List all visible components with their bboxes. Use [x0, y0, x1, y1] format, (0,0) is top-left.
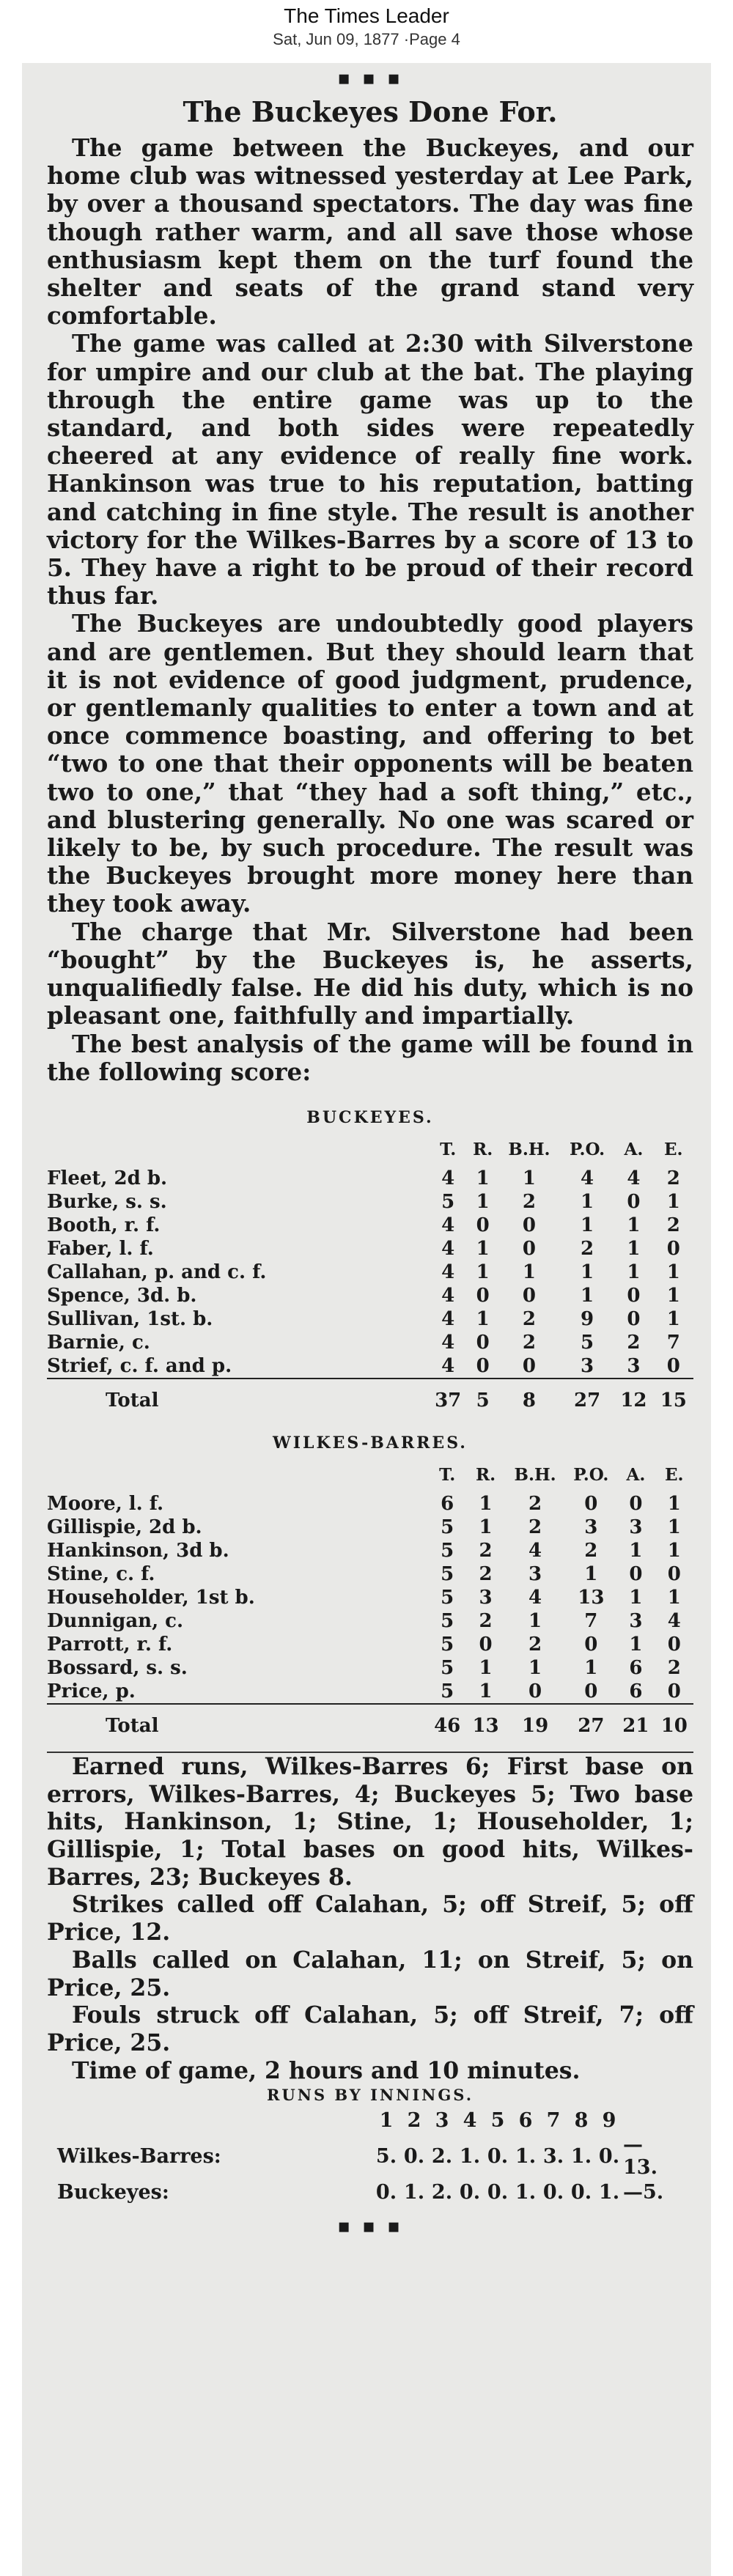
inning-number: 1 [379, 2108, 394, 2132]
stat-cell: 1 [584, 1656, 598, 1679]
stat-cell: 1 [581, 1261, 594, 1283]
stat-cell: 0 [584, 1492, 598, 1515]
stat-cell: 4 [581, 1167, 594, 1189]
stat-cell: 4 [441, 1331, 455, 1354]
buckeyes-rows [47, 1167, 693, 1379]
article-paragraph: The best analysis of the game will be found in the following score: [47, 1029, 693, 1086]
inning-runs: 0. [598, 2144, 620, 2168]
stat-cell: 2 [528, 1492, 542, 1515]
inning-runs: 2. [431, 2180, 453, 2204]
player-row [47, 1609, 693, 1633]
inning-runs: 0. [542, 2180, 564, 2204]
stat-cell: 5 [441, 1586, 454, 1609]
newspaper-clipping [22, 63, 711, 2576]
player-row [47, 1214, 693, 1237]
article-title: The Buckeyes Done For. [183, 95, 558, 128]
wilkes-barres-total-row [47, 1704, 693, 1747]
article-body [47, 134, 693, 1086]
total-cell: 19 [505, 1704, 566, 1747]
player-name: Sullivan, 1st. b. [47, 1307, 213, 1330]
player-row [47, 1656, 693, 1680]
inning-runs: 1. [403, 2180, 425, 2204]
total-cell: 10 [655, 1704, 693, 1747]
total-cell: 21 [616, 1704, 655, 1747]
inning-number: 6 [518, 2108, 533, 2132]
total-label: Total [47, 1704, 428, 1747]
stat-cell: 5 [441, 1656, 454, 1679]
stat-cell: 3 [581, 1354, 594, 1377]
stat-cell: 0 [629, 1562, 643, 1585]
stat-cell: 1 [479, 1656, 493, 1679]
stat-cell: 5 [441, 1633, 454, 1656]
stat-cell: 3 [627, 1354, 641, 1377]
stat-cell: 0 [476, 1354, 490, 1377]
player-name: Fleet, 2d b. [47, 1167, 168, 1189]
stat-cell: 3 [629, 1516, 643, 1538]
stat-cell: 0 [667, 1680, 681, 1702]
total-cell: 46 [428, 1704, 466, 1747]
stat-cell: 5 [441, 1562, 454, 1585]
player-name: Price, p. [47, 1680, 136, 1702]
total-label: Total [47, 1379, 428, 1422]
stat-cell: 3 [528, 1562, 542, 1585]
player-name: Dunnigan, c. [47, 1609, 184, 1632]
player-row [47, 1307, 693, 1331]
stat-cell: 1 [476, 1167, 490, 1189]
stat-cell: 7 [584, 1609, 598, 1632]
column-header: P.O. [569, 1140, 605, 1160]
player-name: Barnie, c. [47, 1331, 150, 1354]
stat-cell: 1 [522, 1167, 537, 1189]
stat-cell: 4 [441, 1167, 455, 1189]
stat-cell: 1 [479, 1680, 493, 1702]
stat-cell: 1 [629, 1633, 643, 1656]
stat-cell: 1 [666, 1284, 680, 1307]
player-name: Burke, s. s. [47, 1190, 167, 1213]
stat-cell: 1 [666, 1261, 680, 1283]
column-header: R. [473, 1140, 493, 1160]
stat-cell: 3 [479, 1586, 493, 1609]
stat-cell: 2 [522, 1307, 537, 1330]
article-paragraph: The Buckeyes are undoubtedly good players and are gentlemen. But they should learn that it is not evidence of good judgment, prudence, or gentlemanly qualities to enter a town and at once commence boasting, and offering to bet “two to one that their opponents will be beaten two to one,” that “they had a soft thing,” etc., and blustering generally. No one was scared or likely to be, by such procedure. The result was the Buckeyes brought more money here than they took away. [47, 609, 693, 918]
summary-paragraph: Time of game, 2 hours and 10 minutes. [72, 2056, 581, 2084]
stat-cell: 1 [476, 1307, 490, 1330]
stat-cell: 3 [584, 1516, 598, 1538]
stat-cell: 1 [629, 1539, 643, 1562]
stat-cell: 1 [479, 1516, 493, 1538]
inning-runs: 0. [487, 2144, 509, 2168]
stat-cell: 4 [441, 1284, 455, 1307]
buckeyes-total-row [47, 1379, 693, 1422]
game-summary [47, 1753, 693, 2084]
date-page-line: Sat, Jun 09, 1877 ·Page 4 [273, 30, 460, 48]
column-header: B.H. [508, 1140, 550, 1160]
name-column-header [47, 1458, 428, 1492]
stat-cell: 2 [479, 1562, 493, 1585]
player-row [47, 1562, 693, 1586]
stat-cell: 0 [522, 1214, 537, 1236]
column-header: A. [626, 1465, 646, 1486]
stat-cell: 0 [522, 1354, 537, 1377]
player-name: Parrott, r. f. [47, 1633, 173, 1656]
player-row [47, 1516, 693, 1539]
summary-paragraph: Balls called on Calahan, 11; on Streif, 5; on Price, 25. [47, 1946, 693, 2001]
innings-body [47, 2107, 674, 2205]
player-name: Booth, r. f. [47, 1214, 161, 1236]
player-name: Moore, l. f. [47, 1492, 164, 1515]
inning-number: 9 [602, 2108, 616, 2132]
stat-cell: 2 [667, 1656, 681, 1679]
total-cell: 8 [498, 1379, 561, 1422]
buckeyes-heading: BUCKEYES. [306, 1107, 434, 1127]
stat-cell: 0 [479, 1633, 493, 1656]
column-header: E. [665, 1465, 684, 1486]
total-cell: 37 [428, 1379, 468, 1422]
stat-cell: 0 [528, 1680, 542, 1702]
stat-cell: 1 [581, 1190, 594, 1213]
player-name: Bossard, s. s. [47, 1656, 188, 1679]
clipping-header [0, 0, 733, 63]
final-score: —5. [623, 2180, 664, 2204]
stat-cell: 1 [627, 1237, 641, 1260]
name-column-header [47, 1133, 428, 1167]
runs-by-innings-table [47, 2107, 674, 2205]
stat-cell: 5 [441, 1539, 454, 1562]
stat-cell: 7 [666, 1331, 680, 1354]
wilkes-barres-rows [47, 1492, 693, 1704]
stat-cell: 6 [629, 1656, 643, 1679]
stat-cell: 4 [441, 1237, 455, 1260]
stat-cell: 5 [441, 1190, 455, 1213]
total-cell: 15 [654, 1379, 693, 1422]
stat-cell: 5 [441, 1609, 454, 1632]
inning-runs: 5. [375, 2144, 397, 2168]
inning-number: 2 [407, 2108, 421, 2132]
stat-cell: 1 [627, 1261, 641, 1283]
stat-cell: 2 [584, 1539, 598, 1562]
stat-cell: 2 [627, 1331, 641, 1354]
player-name: Faber, l. f. [47, 1237, 154, 1260]
stat-cell: 2 [479, 1609, 493, 1632]
player-row [47, 1354, 693, 1379]
stat-cell: 4 [441, 1354, 455, 1377]
player-row [47, 1237, 693, 1261]
stat-cell: 4 [667, 1609, 681, 1632]
stat-cell: 0 [522, 1284, 537, 1307]
column-header: T. [440, 1140, 457, 1160]
stat-cell: 6 [629, 1680, 643, 1702]
summary-paragraph: Strikes called off Calahan, 5; off Streif, 5; off Price, 12. [47, 1891, 693, 1946]
stat-cell: 6 [441, 1492, 454, 1515]
stat-cell: 2 [528, 1516, 542, 1538]
stat-cell: 5 [581, 1331, 594, 1354]
stat-cell: 1 [666, 1190, 680, 1213]
stat-cell: 0 [584, 1633, 598, 1656]
inning-runs: 1. [515, 2144, 537, 2168]
total-cell: 27 [565, 1704, 616, 1747]
column-header-row [47, 1133, 693, 1167]
stat-cell: 0 [627, 1190, 641, 1213]
final-score: —13. [623, 2133, 658, 2180]
inning-runs: 1. [598, 2180, 620, 2204]
column-header: P.O. [573, 1465, 609, 1486]
stat-cell: 0 [629, 1492, 643, 1515]
stat-cell: 0 [667, 1562, 681, 1585]
stat-cell: 4 [441, 1214, 455, 1236]
stat-cell: 1 [476, 1237, 490, 1260]
inning-runs: 3. [542, 2144, 564, 2168]
inning-row-spacer [47, 2107, 372, 2133]
inning-runs: 1. [570, 2144, 592, 2168]
stat-cell: 1 [667, 1516, 681, 1538]
team-innings-row [47, 2133, 674, 2179]
runs-by-innings-heading: RUNS BY INNINGS. [266, 2086, 474, 2105]
newspaper-name: The Times Leader [284, 4, 449, 27]
stat-cell: 1 [528, 1609, 542, 1632]
player-row [47, 1680, 693, 1704]
player-name: Gillispie, 2d b. [47, 1516, 202, 1538]
team-name: Wilkes-Barres: [57, 2144, 221, 2168]
stat-cell: 0 [476, 1284, 490, 1307]
stat-cell: 1 [581, 1214, 594, 1236]
stat-cell: 4 [441, 1261, 455, 1283]
stat-cell: 13 [578, 1586, 605, 1609]
player-row [47, 1331, 693, 1354]
stat-cell: 4 [528, 1586, 542, 1609]
inning-number: 8 [574, 2108, 589, 2132]
stat-cell: 1 [584, 1562, 598, 1585]
inning-number: 5 [490, 2108, 505, 2132]
inning-number: 3 [435, 2108, 449, 2132]
team-name: Buckeyes: [57, 2180, 169, 2204]
player-row [47, 1492, 693, 1516]
inning-number: 4 [463, 2108, 477, 2132]
stat-cell: 1 [528, 1656, 542, 1679]
stat-cell: 1 [627, 1214, 641, 1236]
stat-cell: 5 [441, 1516, 454, 1538]
ornament-bottom: ▪ ▪ ▪ [337, 2215, 403, 2238]
inning-runs: 1. [459, 2144, 481, 2168]
team-innings-row [47, 2179, 674, 2205]
stat-cell: 2 [581, 1237, 594, 1260]
inning-runs: 1. [515, 2180, 537, 2204]
stat-cell: 0 [476, 1214, 490, 1236]
player-name: Strief, c. f. and p. [47, 1354, 232, 1377]
player-row [47, 1633, 693, 1656]
stat-cell: 2 [522, 1331, 537, 1354]
player-name: Spence, 3d. b. [47, 1284, 197, 1307]
stat-cell: 1 [667, 1492, 681, 1515]
column-header: B.H. [514, 1465, 556, 1486]
stat-cell: 1 [479, 1492, 493, 1515]
player-name: Stine, c. f. [47, 1562, 155, 1585]
stat-cell: 4 [441, 1307, 455, 1330]
inning-number: 7 [546, 2108, 561, 2132]
inning-runs: 2. [431, 2144, 453, 2168]
stat-cell: 2 [528, 1633, 542, 1656]
column-header-row [47, 1458, 693, 1492]
stat-cell: 2 [666, 1214, 680, 1236]
player-row [47, 1190, 693, 1214]
column-header: A. [624, 1140, 644, 1160]
stat-cell: 2 [479, 1539, 493, 1562]
inning-runs: 0. [375, 2180, 397, 2204]
inning-runs: 0. [459, 2180, 481, 2204]
stat-cell: 9 [581, 1307, 594, 1330]
summary-paragraph: Earned runs, Wilkes-Barres 6; First base on errors, Wilkes-Barres, 4; Buckeyes 5; Two base hits, Hankinson, 1; Stine, 1; Householder, 1; Gillispie, 1; Total bases on good hits, Wilkes-Barres, 23; Buckeyes 8. [47, 1752, 693, 1891]
stat-cell: 0 [476, 1331, 490, 1354]
stat-cell: 0 [667, 1633, 681, 1656]
total-cell: 27 [561, 1379, 614, 1422]
article-paragraph: The charge that Mr. Silverstone had been “bought” by the Buckeyes is, he asserts, unqualifiedly false. He did his duty, which is no pleasant one, faithfully and impartially. [47, 917, 693, 1030]
stat-cell: 0 [627, 1307, 641, 1330]
player-row [47, 1586, 693, 1609]
stat-cell: 1 [667, 1586, 681, 1609]
player-name: Hankinson, 3d b. [47, 1539, 229, 1562]
player-row [47, 1261, 693, 1284]
stat-cell: 0 [584, 1680, 598, 1702]
stat-cell: 0 [666, 1237, 680, 1260]
player-name: Callahan, p. and c. f. [47, 1261, 267, 1283]
stat-cell: 4 [528, 1539, 542, 1562]
article-paragraph: The game was called at 2:30 with Silverstone for umpire and our club at the bat. The playing through the entire game was up to the standard, and both sides were repeatedly cheered at any evidence of really fine work. Hankinson was true to his reputation, batting and catching in fine style. The result is another victory for the Wilkes-Barres by a score of 13 to 5. They have a right to be proud of their record thus far. [47, 329, 693, 610]
stat-cell: 0 [666, 1354, 680, 1377]
stat-cell: 1 [629, 1586, 643, 1609]
wilkes-barres-box-score [47, 1458, 693, 1747]
stat-cell: 1 [522, 1261, 537, 1283]
wilkes-barres-heading: WILKES-BARRES. [273, 1433, 468, 1453]
stat-cell: 1 [476, 1190, 490, 1213]
stat-cell: 1 [667, 1539, 681, 1562]
total-cell: 13 [466, 1704, 504, 1747]
buckeyes-box-score [47, 1133, 693, 1422]
column-header: T. [439, 1465, 456, 1486]
inning-runs: 0. [403, 2144, 425, 2168]
total-cell: 12 [614, 1379, 653, 1422]
total-cell: 5 [468, 1379, 498, 1422]
player-row [47, 1167, 693, 1190]
stat-cell: 3 [629, 1609, 643, 1632]
column-header: R. [475, 1465, 496, 1486]
inning-runs: 0. [487, 2180, 509, 2204]
stat-cell: 5 [441, 1680, 454, 1702]
inning-number-row [47, 2107, 674, 2133]
player-name: Householder, 1st b. [47, 1586, 255, 1609]
stat-cell: 4 [627, 1167, 641, 1189]
player-row [47, 1284, 693, 1307]
summary-paragraph: Fouls struck off Calahan, 5; off Streif, 7; off Price, 25. [47, 2001, 693, 2056]
inning-runs: 0. [570, 2180, 592, 2204]
stat-cell: 2 [522, 1190, 537, 1213]
player-row [47, 1539, 693, 1562]
stat-cell: 2 [666, 1167, 680, 1189]
stat-cell: 1 [581, 1284, 594, 1307]
article-paragraph: The game between the Buckeyes, and our home club was witnessed yesterday at Lee Park, by over a thousand spectators. The day was fine though rather warm, and all save those whose enthusiasm kept them on the turf found the shelter and seats of the grand stand very comfortable. [47, 133, 693, 331]
stat-cell: 1 [476, 1261, 490, 1283]
stat-cell: 0 [627, 1284, 641, 1307]
stat-cell: 1 [666, 1307, 680, 1330]
stat-cell: 0 [522, 1237, 537, 1260]
ornament-top: ▪ ▪ ▪ [337, 67, 403, 89]
column-header: E. [664, 1140, 683, 1160]
